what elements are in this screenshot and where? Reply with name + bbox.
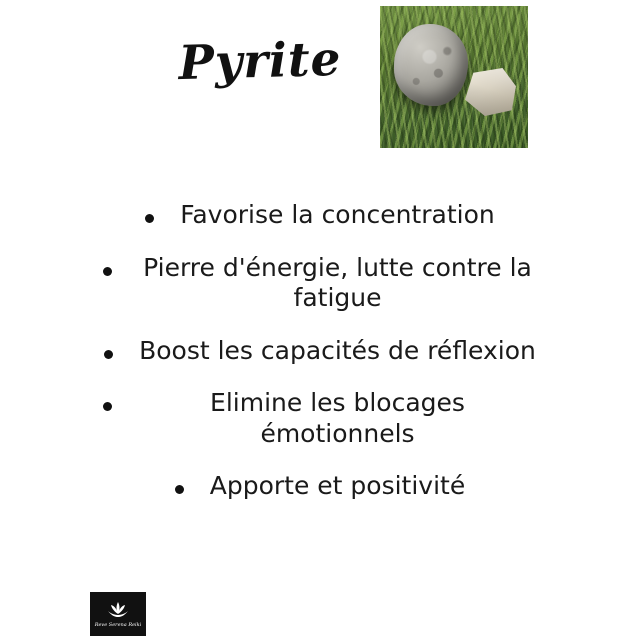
list-item-label: Pierre d'énergie, lutte contre la fatigue xyxy=(143,252,532,312)
bullet-dot-icon xyxy=(175,485,184,494)
list-item-label: Elimine les blocages émotionnels xyxy=(210,388,465,448)
pyrite-stones-on-grass-photo xyxy=(380,6,528,148)
bullet-dot-icon xyxy=(103,402,112,411)
page-title: Pyrite xyxy=(177,31,343,92)
list-item xyxy=(70,388,570,449)
list-item xyxy=(70,200,570,231)
brand-logo xyxy=(90,592,146,636)
brand-name: Reve Serena Reiki xyxy=(94,622,142,628)
list-item-label: Boost les capacités de réflexion xyxy=(139,335,536,365)
large-stone xyxy=(394,24,468,106)
list-item-label: Favorise la concentration xyxy=(180,200,495,229)
lotus-icon xyxy=(107,600,129,620)
bullet-dot-icon xyxy=(145,214,154,223)
card-header xyxy=(0,0,640,160)
benefits-list xyxy=(70,200,570,524)
bullet-dot-icon xyxy=(104,350,113,359)
list-item xyxy=(70,253,570,314)
list-item xyxy=(70,336,570,367)
list-item xyxy=(70,471,570,502)
list-item-label: Apporte et positivité xyxy=(209,471,466,500)
bullet-dot-icon xyxy=(103,267,112,276)
